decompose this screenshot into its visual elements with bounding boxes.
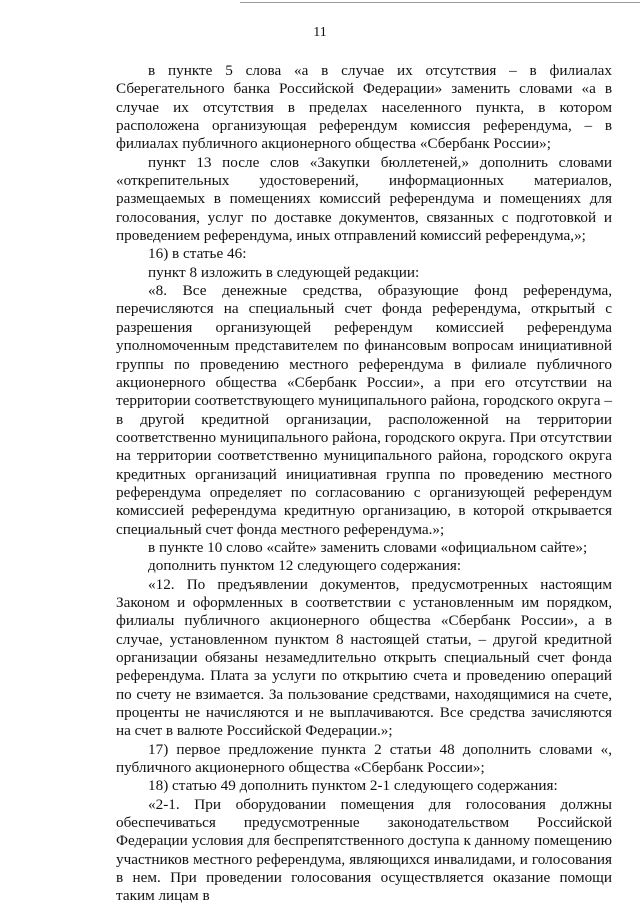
paragraph-1: в пункте 5 слова «а в случае их отсутствия – в филиалах Сберегательного банка Российской Федерации» заменить словами «а в случае их отсутствия в пределах населенного пункта, в котором расположена организующая референдум комиссия референдума, – в филиалах публичного акционерного общества «Сбербанк России»;	[116, 62, 612, 153]
paragraph-9: 17) первое предложение пункта 2 статьи 48 дополнить словами «, публичного акционерного общества «Сбербанк России»;	[116, 740, 612, 777]
paragraph-7: дополнить пунктом 12 следующего содержания:	[148, 557, 462, 575]
page-number: 11	[313, 25, 327, 40]
paragraph-8: «12. По предъявлении документов, предусмотренных настоящим Законом и оформленных в соответствии с установленным им порядком, филиалы публичного акционерного общества «Сбербанк России», а в случае, установленном пунктом 8 настоящей статьи, – другой кредитной организации обязаны незамедлительно открыть специальный счет фонда референдума. Плата за услуги по открытию счета и проведению операций по счету не взимается. За пользование средствами, находящимися на счете, проценты не начисляются и не выплачиваются. Все средства зачисляются на счет в валюте Российской Федерации.»;	[116, 575, 612, 740]
top-scan-rule	[240, 2, 640, 3]
paragraph-3: 16) в статье 46:	[148, 245, 247, 263]
document-body	[116, 62, 612, 906]
paragraph-6: в пункте 10 слово «сайте» заменить словами «официальном сайте»;	[148, 538, 588, 556]
paragraph-10: 18) статью 49 дополнить пунктом 2-1 следующего содержания:	[148, 777, 558, 795]
paragraph-4: пункт 8 изложить в следующей редакции:	[148, 263, 420, 281]
paragraph-5: «8. Все денежные средства, образующие фонд референдума, перечисляются на специальный счет фонда референдума, открытый с разрешения организующей референдум комиссией референдума уполномоченным представителем по финансовым вопросам инициативной группы по проведению местного референдума в филиале публичного акционерного общества «Сбербанк России», а при его отсутствии на территории соответствующего муниципального района, городского округа – в другой кредитной организации, расположенной на территории соответственно муниципального района, городского округа. При отсутствии на территории соответственно муниципального района, городского округа кредитных организаций инициативная группа по проведению местного референдума определяет по согласованию с организующей референдум комиссией референдума кредитную организацию, в которой открывается специальный счет фонда местного референдума.»;	[116, 282, 612, 538]
paragraph-11: «2-1. При оборудовании помещения для голосования должны обеспечиваться предусмотренные законодательством Российской Федерации условия для беспрепятственного доступа к данному помещению участников местного референдума, являющихся инвалидами, и голосования в нем. При проведении голосования осуществляется оказание помощи таким лицам в	[116, 795, 612, 905]
paragraph-2: пункт 13 после слов «Закупки бюллетеней,» дополнить словами «открепительных удостоверений, информационных материалов, размещаемых в помещениях комиссий референдума и помещениях для голосования, услуг по доставке документов, связанных с подготовкой и проведением референдума, иных отправлений комиссий референдума,»;	[116, 153, 612, 245]
